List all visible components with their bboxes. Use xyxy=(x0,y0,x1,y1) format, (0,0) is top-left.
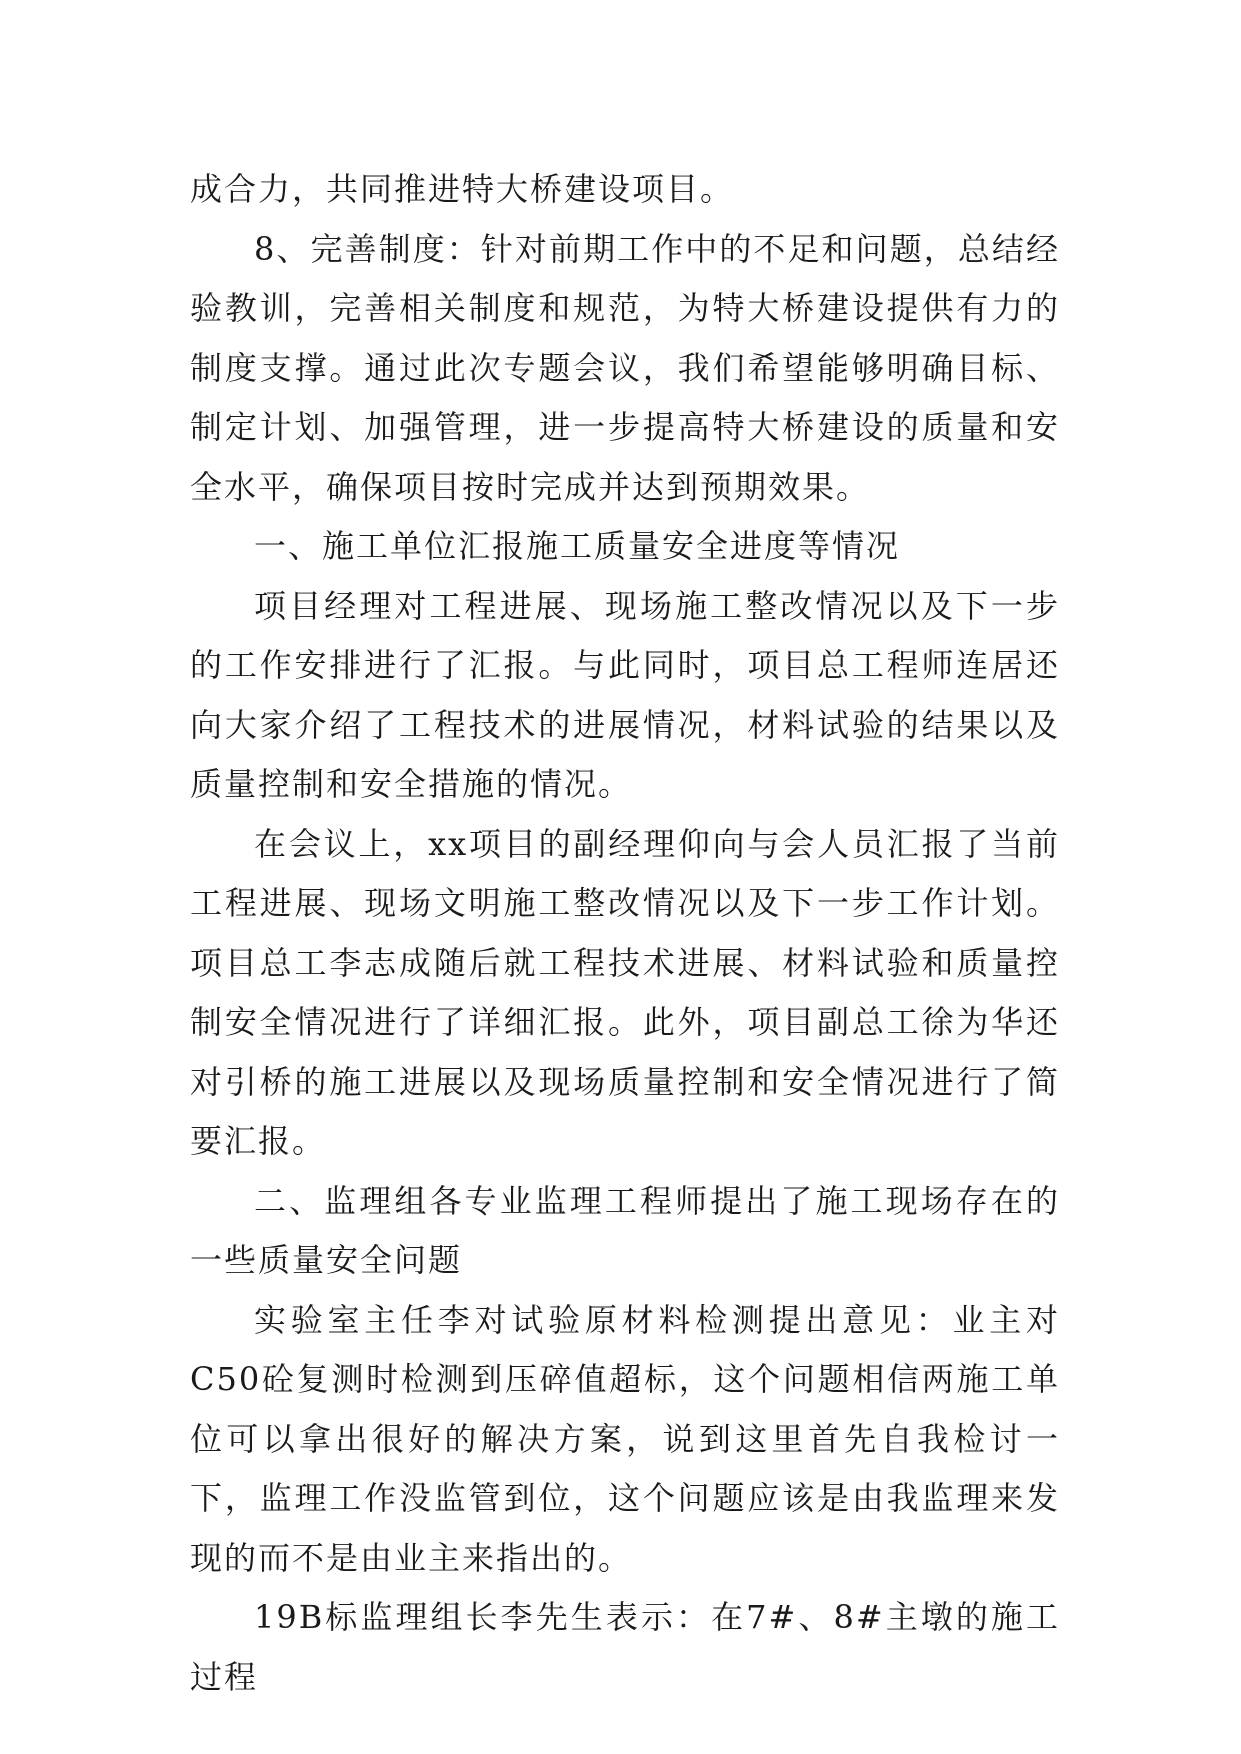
paragraph: 19B标监理组长李先生表示：在7#、8#主墩的施工过程 xyxy=(190,1598,1060,1696)
paragraph: 项目经理对工程进展、现场施工整改情况以及下一步的工作安排进行了汇报。与此同时，项目总工程师连居还向大家介绍了工程技术的进展情况，材料试验的结果以及质量控制和安全措施的情况。 xyxy=(190,586,1060,803)
section-heading: 二、监理组各专业监理工程师提出了施工现场存在的一些质量安全问题 xyxy=(190,1181,1060,1279)
document-body xyxy=(190,160,1060,1707)
section-heading: 一、施工单位汇报施工质量安全进度等情况 xyxy=(254,527,901,565)
paragraph: 成合力，共同推进特大桥建设项目。 xyxy=(190,170,735,208)
paragraph: 8、完善制度：针对前期工作中的不足和问题，总结经验教训，完善相关制度和规范，为特大桥建设提供有力的制度支撑。通过此次专题会议，我们希望能够明确目标、制定计划、加强管理，进一步提高特大桥建设的质量和安全水平，确保项目按时完成并达到预期效果。 xyxy=(190,229,1060,506)
paragraph: 在会议上，xx项目的副经理仰向与会人员汇报了当前工程进展、现场文明施工整改情况以及下一步工作计划。项目总工李志成随后就工程技术进展、材料试验和质量控制安全情况进行了详细汇报。此外，项目副总工徐为华还对引桥的施工进展以及现场质量控制和安全情况进行了简要汇报。 xyxy=(190,824,1060,1160)
paragraph: 实验室主任李对试验原材料检测提出意见：业主对C50砼复测时检测到压碎值超标，这个问题相信两施工单位可以拿出很好的解决方案，说到这里首先自我检讨一下，监理工作没监管到位，这个问题应该是由我监理来发现的而不是由业主来指出的。 xyxy=(190,1300,1060,1577)
